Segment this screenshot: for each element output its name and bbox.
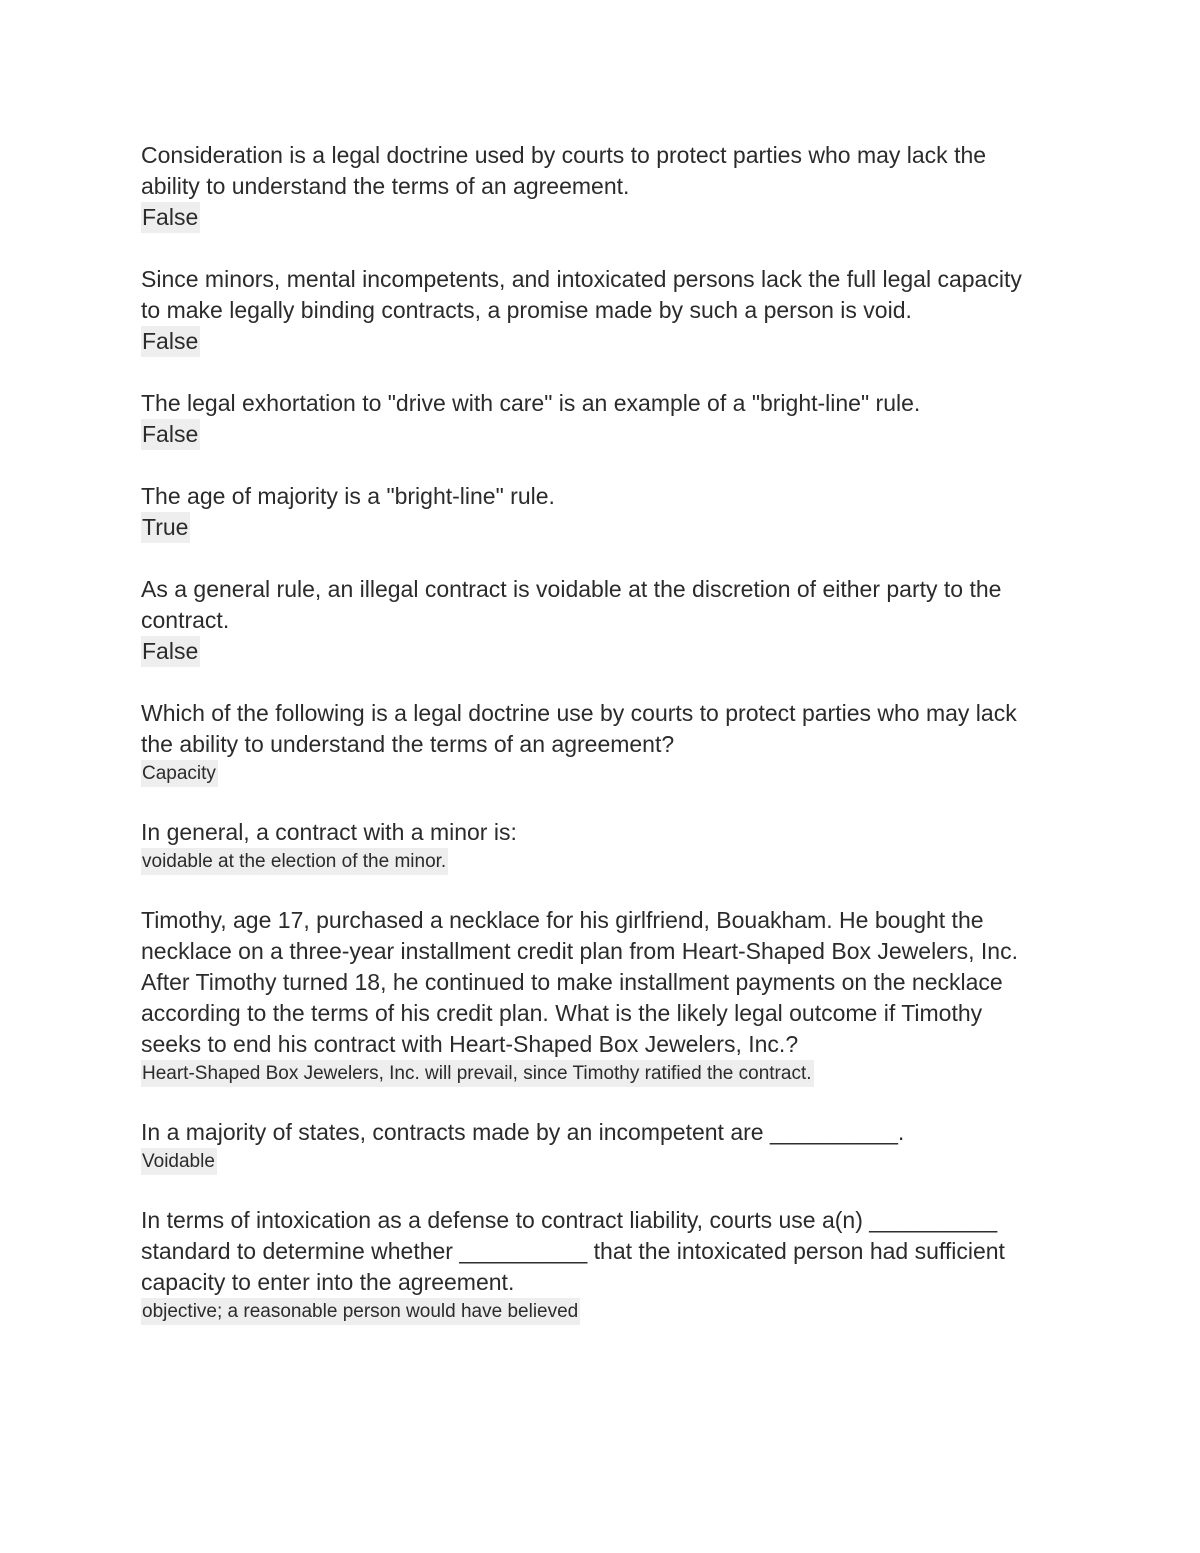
- answer-text: objective; a reasonable person would have believed: [141, 1298, 580, 1325]
- question-text: The legal exhortation to "drive with care" is an example of a "bright-line" rule.: [141, 390, 921, 416]
- document-page: [141, 140, 1061, 1327]
- qa-item-4: [141, 481, 1061, 543]
- answer-text: voidable at the election of the minor.: [141, 848, 448, 875]
- question-text: As a general rule, an illegal contract is voidable at the discretion of either party to the contract.: [141, 576, 1002, 633]
- question-text: Timothy, age 17, purchased a necklace for his girlfriend, Bouakham. He bought the necklace on a three-year installment credit plan from Heart-Shaped Box Jewelers, Inc. After Timothy turned 18, he continued to make installment payments on the necklace according to the terms of his credit plan. What is the likely legal outcome if Timothy seeks to end his contract with Heart-Shaped Box Jewelers, Inc.?: [141, 907, 1018, 1057]
- qa-item-9: [141, 1117, 1061, 1177]
- answer-text: Capacity: [141, 760, 218, 787]
- question-text: In general, a contract with a minor is:: [141, 819, 517, 845]
- question-text: Consideration is a legal doctrine used by courts to protect parties who may lack the ability to understand the terms of an agreement.: [141, 142, 987, 199]
- qa-item-8: [141, 905, 1061, 1089]
- question-text: In a majority of states, contracts made by an incompetent are __________.: [141, 1119, 905, 1145]
- question-text: Since minors, mental incompetents, and intoxicated persons lack the full legal capacity to make legally binding contracts, a promise made by such a person is void.: [141, 266, 1022, 323]
- question-text: Which of the following is a legal doctrine use by courts to protect parties who may lack the ability to understand the terms of an agreement?: [141, 700, 1017, 757]
- answer-text: Voidable: [141, 1148, 217, 1175]
- answer-text: False: [141, 419, 200, 450]
- qa-item-10: [141, 1205, 1061, 1327]
- answer-text: True: [141, 512, 190, 543]
- qa-item-2: [141, 264, 1061, 357]
- answer-text: Heart-Shaped Box Jewelers, Inc. will prevail, since Timothy ratified the contract.: [141, 1060, 814, 1087]
- answer-text: False: [141, 326, 200, 357]
- qa-item-6: [141, 698, 1061, 789]
- question-text: In terms of intoxication as a defense to contract liability, courts use a(n) __________ standard to determine whether __________ that the intoxicated person had sufficient capacity to enter into the agreement.: [141, 1207, 1005, 1295]
- answer-text: False: [141, 202, 200, 233]
- answer-text: False: [141, 636, 200, 667]
- qa-item-1: [141, 140, 1061, 233]
- qa-item-7: [141, 817, 1061, 877]
- qa-item-5: [141, 574, 1061, 667]
- qa-item-3: [141, 388, 1061, 450]
- question-text: The age of majority is a "bright-line" rule.: [141, 483, 555, 509]
